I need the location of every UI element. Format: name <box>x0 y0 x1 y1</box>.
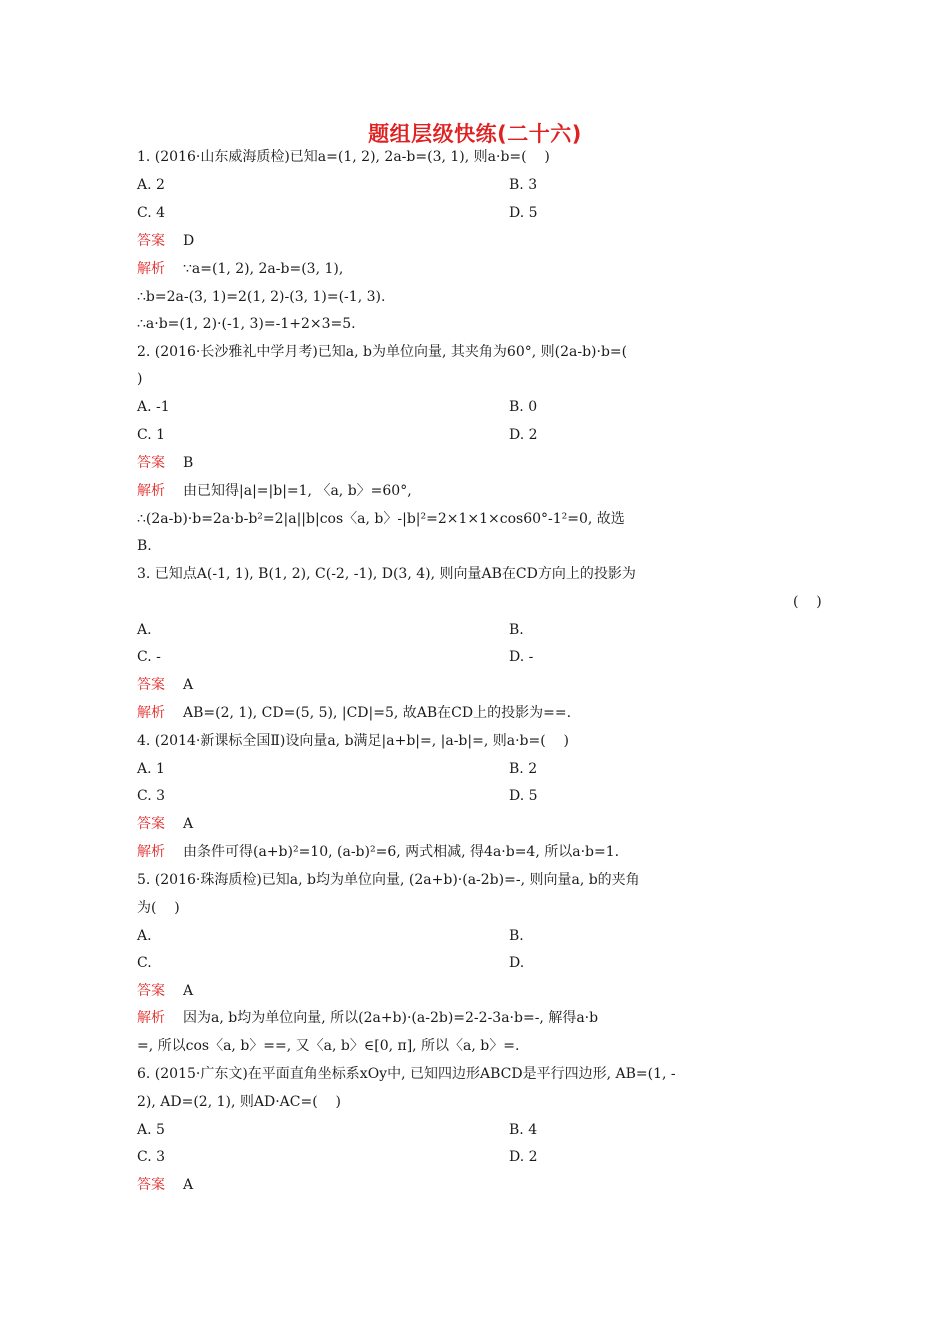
q3-analysis <box>137 704 571 722</box>
question-1-stem: 1. (2016·山东威海质检)已知a=(1, 2), 2a-b=(3, 1), 则a·b=( ) <box>137 149 550 165</box>
analysis-label: 解析 <box>137 483 165 499</box>
q1-answer-value: D <box>183 233 195 249</box>
q2-analysis-line-1: 由已知得|a|=|b|=1, 〈a, b〉=60°, <box>183 483 412 499</box>
q4-answer-value: A <box>183 816 194 832</box>
q4-option-a: A. 1 <box>137 761 165 777</box>
q3-option-b: B. <box>509 622 524 638</box>
analysis-label: 解析 <box>137 844 165 860</box>
q6-option-d: D. 2 <box>509 1149 538 1165</box>
question-6-stem: 6. (2015·广东文)在平面直角坐标系xOy中, 已知四边形ABCD是平行四边形, AB=(1, - <box>137 1066 676 1082</box>
q1-option-c: C. 4 <box>137 205 166 221</box>
q4-option-d: D. 5 <box>509 788 538 804</box>
q1-option-b: B. 3 <box>509 177 538 193</box>
q1-analysis-line-2: ∴b=2a-(3, 1)=2(1, 2)-(3, 1)=(-1, 3). <box>137 289 386 305</box>
q1-option-d: D. 5 <box>509 205 538 221</box>
q2-answer <box>137 454 193 472</box>
answer-label: 答案 <box>137 816 165 832</box>
answer-label: 答案 <box>137 1177 165 1193</box>
q5-analysis-line-1: 因为a, b均为单位向量, 所以(2a+b)·(a-2b)=2-2-3a·b=-, 解得a·b <box>183 1010 599 1026</box>
q2-analysis-line-3: B. <box>137 538 152 554</box>
question-2-stem: 2. (2016·长沙雅礼中学月考)已知a, b为单位向量, 其夹角为60°, 则(2a-b)·b=( <box>137 344 628 360</box>
q3-option-a: A. <box>137 622 152 638</box>
q3-answer-paren: ( ) <box>793 594 822 610</box>
q1-analysis-line-3: ∴a·b=(1, 2)·(-1, 3)=-1+2×3=5. <box>137 316 356 332</box>
analysis-label: 解析 <box>137 261 165 277</box>
q1-answer <box>137 232 194 250</box>
question-6-stem-cont: 2), AD=(2, 1), 则AD·AC=( ) <box>137 1094 341 1110</box>
question-2-stem-cont: ) <box>137 371 143 387</box>
q4-option-c: C. 3 <box>137 788 166 804</box>
q1-analysis-line-1: ∵a=(1, 2), 2a-b=(3, 1), <box>183 261 344 277</box>
q5-option-d: D. <box>509 955 525 971</box>
q3-option-d: D. - <box>509 649 534 665</box>
answer-label: 答案 <box>137 233 165 249</box>
q2-analysis <box>137 482 412 500</box>
q5-analysis <box>137 1009 598 1027</box>
q2-answer-value: B <box>183 455 194 471</box>
q5-option-c: C. <box>137 955 152 971</box>
q3-answer <box>137 676 193 694</box>
q1-analysis <box>137 260 343 278</box>
q5-answer <box>137 982 193 1000</box>
page-title: 题组层级快练(二十六) <box>368 122 582 146</box>
q4-analysis-line-1: 由条件可得(a+b)²=10, (a-b)²=6, 两式相减, 得4a·b=4, 所以a·b=1. <box>183 844 620 860</box>
q2-analysis-line-2: ∴(2a-b)·b=2a·b-b²=2|a||b|cos〈a, b〉-|b|²=2×1×1×cos60°-1²=0, 故选 <box>137 511 625 527</box>
analysis-label: 解析 <box>137 1010 165 1026</box>
q4-answer <box>137 815 193 833</box>
question-5-stem: 5. (2016·珠海质检)已知a, b均为单位向量, (2a+b)·(a-2b)=-, 则向量a, b的夹角 <box>137 872 640 888</box>
answer-label: 答案 <box>137 983 165 999</box>
question-4-stem: 4. (2014·新课标全国Ⅱ)设向量a, b满足|a+b|=, |a-b|=, 则a·b=( ) <box>137 733 569 749</box>
q5-option-a: A. <box>137 928 152 944</box>
q3-analysis-line-1: AB=(2, 1), CD=(5, 5), |CD|=5, 故AB在CD上的投影为==. <box>183 705 572 721</box>
question-5-stem-cont: 为( ) <box>137 900 180 916</box>
q6-answer <box>137 1176 193 1194</box>
question-3-stem: 3. 已知点A(-1, 1), B(1, 2), C(-2, -1), D(3, 4), 则向量AB在CD方向上的投影为 <box>137 566 636 582</box>
q4-analysis <box>137 843 619 861</box>
q6-option-c: C. 3 <box>137 1149 166 1165</box>
answer-label: 答案 <box>137 677 165 693</box>
q2-option-b: B. 0 <box>509 399 538 415</box>
q5-option-b: B. <box>509 928 524 944</box>
q2-option-a: A. -1 <box>137 399 170 415</box>
answer-label: 答案 <box>137 455 165 471</box>
q2-option-d: D. 2 <box>509 427 538 443</box>
q5-analysis-line-2: =, 所以cos〈a, b〉==, 又〈a, b〉∈[0, π], 所以〈a, b〉=. <box>137 1038 520 1054</box>
q6-answer-value: A <box>183 1177 194 1193</box>
q1-option-a: A. 2 <box>137 177 165 193</box>
q4-option-b: B. 2 <box>509 761 538 777</box>
analysis-label: 解析 <box>137 705 165 721</box>
q3-answer-value: A <box>183 677 194 693</box>
q3-option-c: C. - <box>137 649 161 665</box>
q2-option-c: C. 1 <box>137 427 166 443</box>
q5-answer-value: A <box>183 983 194 999</box>
q6-option-a: A. 5 <box>137 1122 165 1138</box>
q6-option-b: B. 4 <box>509 1122 538 1138</box>
